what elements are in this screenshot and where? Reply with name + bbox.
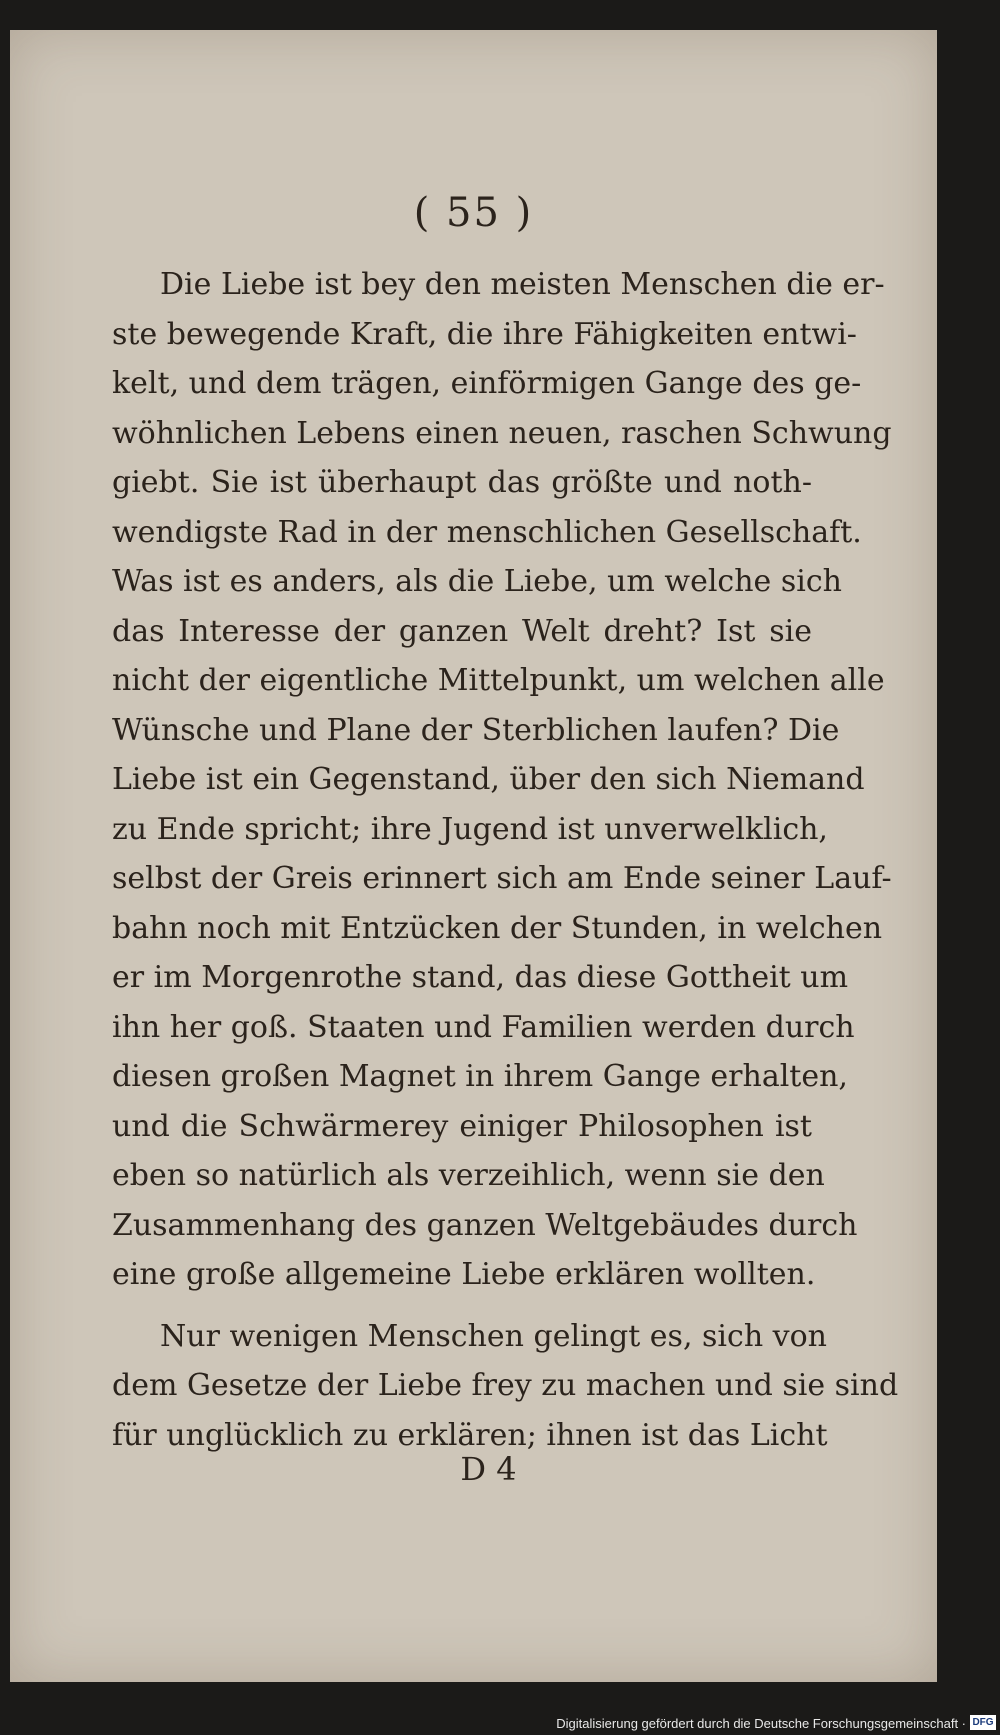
text-line: Nur wenigen Menschen gelingt es, sich von xyxy=(160,1318,828,1354)
text-line: zu Ende spricht; ihre Jugend ist unverwelklich, xyxy=(112,811,828,847)
text-line: giebt. Sie ist überhaupt das größte und noth- xyxy=(112,465,812,500)
text-line: das Interesse der ganzen Welt dreht? Ist sie xyxy=(112,613,812,649)
text-line: eben so natürlich als verzeihlich, wenn sie den xyxy=(112,1158,825,1193)
text-line: Zusammenhang des ganzen Weltgebäudes durch xyxy=(112,1207,858,1243)
footer-bar xyxy=(0,1712,1000,1735)
book-page xyxy=(10,30,937,1682)
paragraph-gap xyxy=(112,1300,812,1312)
signature-mark: D 4 xyxy=(460,1450,517,1488)
text-line: wendigste Rad in der menschlichen Gesellschaft. xyxy=(112,514,862,550)
text-line: für unglücklich zu erklären; ihnen ist das Licht xyxy=(112,1417,828,1453)
text-line: er im Morgenrothe stand, das diese Gottheit um xyxy=(112,960,849,995)
text-line: und die Schwärmerey einiger Philosophen ist xyxy=(112,1108,812,1144)
text-line: Was ist es anders, als die Liebe, um welche sich xyxy=(112,564,842,599)
paragraph xyxy=(112,1312,899,1461)
text-line: wöhnlichen Lebens einen neuen, raschen Schwung xyxy=(112,415,892,451)
text-line: ste bewegende Kraft, die ihre Fähigkeiten entwi- xyxy=(112,316,857,352)
text-line: Die Liebe ist bey den meisten Menschen die er- xyxy=(160,267,885,302)
text-line: dem Gesetze der Liebe frey zu machen und sie sind xyxy=(112,1368,899,1403)
text-line: Liebe ist ein Gegenstand, über den sich Niemand xyxy=(112,762,865,797)
paragraph xyxy=(112,260,892,1300)
text-line: selbst der Greis erinnert sich am Ende seiner Lauf- xyxy=(112,861,892,896)
text-line: diesen großen Magnet in ihrem Gange erhalten, xyxy=(112,1059,848,1094)
text-line: Wünsche und Plane der Sterblichen laufen? Die xyxy=(112,712,840,748)
text-line: eine große allgemeine Liebe erklären wollten. xyxy=(112,1257,816,1292)
text-line: kelt, und dem trägen, einförmigen Gange des ge- xyxy=(112,366,862,401)
body-text xyxy=(112,260,899,1460)
page-number: ( 55 ) xyxy=(413,190,534,236)
text-line: nicht der eigentliche Mittelpunkt, um welchen alle xyxy=(112,663,885,698)
dfg-logo-icon: DFG xyxy=(970,1715,996,1730)
footer-credit: Digitalisierung gefördert durch die Deutsche Forschungsgemeinschaft · xyxy=(556,1716,966,1731)
text-line: ihn her goß. Staaten und Familien werden durch xyxy=(112,1009,855,1045)
text-line: bahn noch mit Entzücken der Stunden, in welchen xyxy=(112,910,883,946)
